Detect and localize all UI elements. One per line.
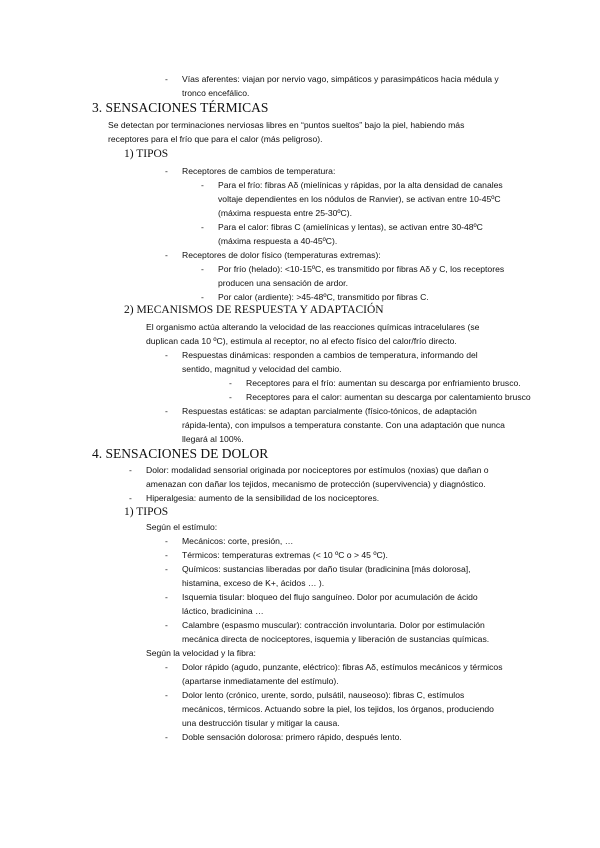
bullet: - [201,180,204,190]
bullet: - [165,690,168,700]
bullet: - [201,292,204,302]
text-line: voltaje dependientes en los nódulos de Ranvier), se activan entre 10-45ºC [218,194,501,204]
bullet: - [165,536,168,546]
subsection-heading: 1) TIPOS [124,148,169,160]
text-line: amenazan con dañar los tejidos, mecanismo de protección (supervivencia) y diagnóstico. [146,479,486,489]
text-line: Térmicos: temperaturas extremas (< 10 ºC o > 45 ºC). [182,550,388,560]
text-line: láctico, bradicinina … [182,606,264,616]
bullet: - [165,620,168,630]
text-line: producen una sensación de ardor. [218,278,348,288]
text-line: Según la velocidad y la fibra: [146,648,256,658]
text-line: receptores para el frío que para el calor (más peligroso). [108,134,323,144]
text-line: Dolor rápido (agudo, punzante, eléctrico): fibras Aδ, estímulos mecánicos y térmicos [182,662,503,672]
bullet: - [165,564,168,574]
bullet: - [129,493,132,503]
text-line: Para el calor: fibras C (amielínicas y lentas), se activan entre 30-48ºC [218,222,483,232]
text-line: Por frío (helado): <10-15ºC, es transmitido por fibras Aδ y C, los receptores [218,264,505,274]
text-line: sentido, magnitud y velocidad del cambio. [182,364,342,374]
text-line: Calambre (espasmo muscular): contracción involuntaria. Dolor por estimulación [182,620,485,630]
bullet: - [165,592,168,602]
section-heading: 3. SENSACIONES TÉRMICAS [92,100,269,115]
text-line: histamina, exceso de K+, ácidos … ). [182,578,325,588]
text-line: Para el frío: fibras Aδ (mielínicas y rápidas, por la alta densidad de canales [218,180,503,190]
text-line: rápida-lenta), con impulsos a temperatura constante. Con una adaptación que nunca [182,420,505,430]
subsection-heading: 1) TIPOS [124,506,169,518]
section-heading: 4. SENSACIONES DE DOLOR [92,446,269,461]
text-line: Dolor lento (crónico, urente, sordo, pulsátil, nauseoso): fibras C, estímulos [182,690,465,700]
text-line: mecánicos, térmicos. Actuando sobre la piel, los tejidos, los órganos, produciendo [182,704,494,714]
text-line: Según el estímulo: [146,522,218,532]
text-line: (máxima respuesta entre 25-30ºC). [218,208,353,218]
bullet: - [165,406,168,416]
text-line: Se detectan por terminaciones nerviosas libres en “puntos sueltos” bajo la piel, habiendo más [108,120,465,130]
subsection-heading: 2) MECANISMOS DE RESPUESTA Y ADAPTACIÓN [124,304,384,316]
text-line: Receptores de cambios de temperatura: [182,166,336,176]
text-line: mecánica directa de nociceptores, isquemia y liberación de sustancias químicas. [182,634,490,644]
text-line: Receptores de dolor físico (temperaturas extremas): [182,250,381,260]
bullet: - [165,550,168,560]
text-line: El organismo actúa alterando la velocidad de las reacciones químicas intracelulares (se [146,322,480,332]
text-line: Respuestas dinámicas: responden a cambios de temperatura, informando del [182,350,478,360]
bullet: - [129,465,132,475]
text-line: Receptores para el frío: aumentan su descarga por enfriamiento brusco. [246,378,521,388]
bullet: - [229,392,232,402]
text-line: Isquemia tisular: bloqueo del flujo sanguíneo. Dolor por acumulación de ácido [182,592,478,602]
text-line: duplican cada 10 ºC), estimula al receptor, no al efecto físico del calor/frío directo. [146,336,457,346]
text-line: (máxima respuesta a 40-45ºC). [218,236,338,246]
text-line: Doble sensación dolorosa: primero rápido, después lento. [182,732,402,742]
text-line: Hiperalgesia: aumento de la sensibilidad de los nociceptores. [146,493,380,503]
bullet: - [165,732,168,742]
text-line: Por calor (ardiente): >45-48ºC, transmitido por fibras C. [218,292,429,302]
bullet: - [165,250,168,260]
text-line: Vías aferentes: viajan por nervio vago, simpáticos y parasimpáticos hacia médula y [182,74,499,84]
text-line: tronco encefálico. [182,88,250,98]
text-line: una destrucción tisular y mitigar la causa. [182,718,340,728]
text-line: Respuestas estáticas: se adaptan parcialmente (físico-tónicos, de adaptación [182,406,477,416]
text-line: Químicos: sustancias liberadas por daño tisular (bradicinina [más dolorosa], [182,564,471,574]
text-line: llegará al 100%. [182,434,244,444]
bullet: - [201,264,204,274]
bullet: - [201,222,204,232]
text-line: Dolor: modalidad sensorial originada por nociceptores por estímulos (noxias) que dañan o [146,465,489,475]
bullet: - [165,350,168,360]
text-line: Mecánicos: corte, presión, … [182,536,294,546]
bullet: - [165,74,168,84]
text-line: Receptores para el calor: aumentan su descarga por calentamiento brusco [246,392,531,402]
bullet: - [165,662,168,672]
bullet: - [165,166,168,176]
text-line: (apartarse inmediatamente del estímulo). [182,676,339,686]
bullet: - [229,378,232,388]
